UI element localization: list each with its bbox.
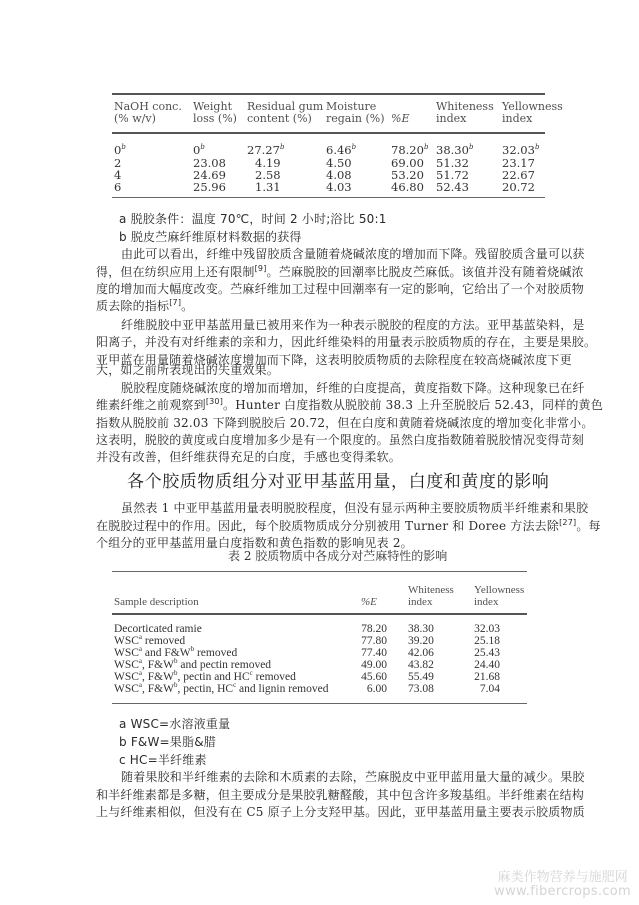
table-cell: 0$^b$	[193, 143, 205, 157]
table-1-note-b: b 脱皮苎麻纤维原材料数据的获得	[119, 230, 302, 244]
table-cell: 2	[114, 156, 122, 170]
yellowness-value: 21.68	[474, 671, 500, 683]
whiteness-value: 38.30	[408, 623, 434, 635]
table-cell: 46.80	[391, 180, 424, 194]
footnote-marker: b	[534, 143, 540, 152]
table-cell: 53.20	[391, 168, 424, 182]
footnote-marker: b	[351, 143, 357, 152]
table-1-header-naoh: NaOH conc. (% w/v)	[114, 100, 182, 125]
table-cell: 4.08	[326, 168, 352, 182]
sample-description: WSC$^a$, $F\&W^b$ and pectin removed	[114, 657, 272, 671]
paragraph-line: 在脱胶过程中的作用。因此，每个胶质物质成分分别被用 Turner 和 Doree 方法去除[27]。每	[96, 518, 601, 533]
sample-description: WSC$^a$, $F\&W^b$, pectin, $HC^c$ and lignin removed	[114, 681, 329, 695]
whiteness-value: 39.20	[408, 635, 434, 647]
sample-description: WSC$^a$ removed	[114, 633, 186, 647]
paragraph-line: 质去除的指标[7]。	[96, 298, 194, 313]
table-2-caption: 表 2 胶质物质中各成分对苎麻特性的影响	[228, 549, 448, 563]
paragraph-line: 虽然表 1 中亚甲基蓝用量表明脱胶程度，但没有显示两种主要胶质物质半纤维素和果胶	[121, 501, 589, 515]
table-1-header-whiteness: Whiteness index	[436, 100, 494, 125]
table-1-header-e: %E	[391, 112, 410, 125]
whiteness-value: 42.06	[408, 647, 434, 659]
table-cell: 0$^b$	[114, 143, 126, 157]
table-cell: 25.96	[193, 180, 226, 194]
section-heading: 各个胶质物质组分对亚甲基蓝用量，白度和黄度的影响	[127, 472, 550, 492]
table-cell: 23.08	[193, 156, 226, 170]
paragraph-line: 得，但在纺织应用上还有限制[9]。苎麻脱胶的回潮率比脱皮苎麻低。该值并没有随着烧碱浓	[96, 264, 584, 279]
table-cell: 4.19	[255, 156, 281, 170]
e-value: 45.60	[361, 671, 387, 683]
table-2-header-rule	[112, 613, 527, 615]
paragraph-line: 亚甲蓝在用量随着烧碱浓度增加而下降，这表明胶质物质的去除程度在较高烧碱浓度下更	[96, 353, 572, 367]
table-1-top-rule	[112, 93, 545, 95]
table-cell: 20.72	[502, 180, 535, 194]
watermark-name: 麻类作物营养与施肥网	[497, 870, 628, 885]
table-cell: 51.32	[436, 156, 469, 170]
paragraph-line: 个组分的亚甲基蓝用量白度指数和黄色指数的影响见表 2。	[96, 536, 413, 550]
citation: [9]	[254, 264, 267, 273]
paragraph-line: 阳离子，并没有对纤维素的亲和力，因此纤维染料的用量表示胶质物质的存在，主要是果胶。	[96, 335, 597, 349]
table-1-bottom-rule	[112, 197, 545, 198]
table-cell: 2.58	[255, 168, 281, 182]
table-1-note-a: a 脱胶条件：温度 70℃，时间 2 小时;浴比 50:1	[119, 212, 387, 226]
paragraph-line: 维素纤维之前观察到[30]。Hunter 白度指数从脱胶前 38.3 上升至脱胶后 52.43，同样的黄色	[96, 397, 603, 412]
table-cell: 4.50	[326, 156, 352, 170]
table-cell: 51.72	[436, 168, 469, 182]
table-cell: 69.00	[391, 156, 424, 170]
table-cell: 4.03	[326, 180, 352, 194]
table-2-note-a: a WSC=水溶液重量	[119, 717, 231, 731]
table-cell: 27.27$^b$	[247, 143, 285, 157]
table-cell: 78.20$^b$	[391, 143, 429, 157]
table-cell: 38.30$^b$	[436, 143, 474, 157]
footnote-marker: b	[200, 143, 205, 152]
paragraph-line: 指数从脱胶前 32.03 下降到脱胶后 20.72，但在白度和黄随着烧碱浓度的增加变化非常小。	[96, 416, 594, 430]
table-cell: 1.31	[255, 180, 281, 194]
table-2-header-whiteness: Whiteness index	[408, 584, 454, 608]
table-1-header-yellowness: Yellowness index	[502, 100, 563, 125]
footnote-marker: b	[279, 143, 285, 152]
citation: [30]	[205, 397, 224, 406]
paragraph-line: 随着果胶和半纤维素的去除和木质素的去除，苎麻脱皮中亚甲蓝用量大量的减少。果胶	[121, 770, 585, 784]
e-value: 49.00	[361, 659, 387, 671]
watermark-url: www.fibercrops.com	[494, 884, 631, 899]
table-cell: 24.69	[193, 168, 226, 182]
footnote-marker: b	[121, 143, 126, 152]
table-2-top-rule	[112, 571, 527, 572]
table-cell: 22.67	[502, 168, 535, 182]
footnote-marker: b	[423, 143, 429, 152]
yellowness-value: 32.03	[474, 623, 500, 635]
table-2-header-yellowness: Yellowness index	[474, 584, 525, 608]
citation: [27]	[559, 518, 577, 527]
footnote-marker: b	[468, 143, 474, 152]
yellowness-value: 25.43	[474, 647, 500, 659]
yellowness-value: 24.40	[474, 659, 500, 671]
paragraph-line: 上与纤维素相似，但没有在 C5 原子上分支羟甲基。因此，亚甲基蓝用量主要表示胶质物质	[96, 805, 585, 819]
table-cell: 6.46$^b$	[326, 143, 357, 157]
whiteness-value: 43.82	[408, 659, 434, 671]
e-value: 77.80	[361, 635, 387, 647]
sample-description: WSC$^a$ and $F\&W^b$ removed	[114, 645, 238, 659]
e-value: 6.00	[366, 683, 387, 695]
table-cell: 52.43	[436, 180, 469, 194]
table-2-header-e: %E	[361, 596, 377, 608]
watermark	[494, 871, 631, 899]
yellowness-value: 7.04	[479, 683, 500, 695]
table-cell: 32.03$^b$	[502, 143, 540, 157]
sample-description: Decorticated ramie	[114, 623, 202, 635]
table-2-note-c: c HC=半纤维素	[119, 753, 207, 767]
paragraph-line: 这表明，脱胶的黄度或白度增加多少是有一个限度的。虽然白度指数随着脱胶情况变得苛刻	[96, 433, 585, 447]
e-value: 77.40	[361, 647, 387, 659]
table-cell: 6	[114, 180, 122, 194]
whiteness-value: 55.49	[408, 671, 434, 683]
table-2-header-sample: Sample description	[114, 596, 199, 608]
table-1-header-rule	[112, 132, 545, 134]
citation: [7]	[169, 298, 182, 307]
whiteness-value: 73.08	[408, 683, 434, 695]
table-1-header-weight-loss: Weight loss (%)	[193, 100, 237, 125]
paragraph-line: 和半纤维素都是多糖，但主要成分是果胶乳糖醛酸，其中包含许多羧基组。半纤维素在结构	[96, 788, 585, 802]
paragraph-line: 由此可以看出，纤维中残留胶质含量随着烧碱浓度的增加而下降。残留胶质含量可以获	[121, 247, 585, 261]
paragraph-line: 大，如之前所表现出的失重效果。	[96, 363, 280, 377]
e-value: 78.20	[361, 623, 387, 635]
paragraph-line: 纤维脱胶中亚甲基蓝用量已被用来作为一种表示脱胶的程度的方法。亚甲基蓝染料，是	[121, 318, 585, 332]
table-2-bottom-rule	[112, 703, 527, 704]
table-1-header-residual-gum: Residual gum content (%)	[247, 100, 324, 125]
paragraph-line: 并没有改善，但纤维获得充足的白度，手感也变得柔软。	[96, 450, 402, 464]
table-2-note-b: b F&W=果脂&腊	[119, 735, 216, 749]
paragraph-line: 度的增加而大幅度改变。苎麻纤维加工过程中回潮率有一定的影响，它给出了一个对胶质物	[96, 282, 585, 296]
table-cell: 4	[114, 168, 122, 182]
table-cell: 23.17	[502, 156, 535, 170]
paragraph-line: 脱胶程度随烧碱浓度的增加而增加，纤维的白度提高，黄度指数下降。这种现象已在纤	[121, 381, 585, 395]
table-1-header-moisture-regain: Moisture regain (%)	[326, 100, 385, 125]
yellowness-value: 25.18	[474, 635, 500, 647]
sample-description: WSC$^a$, $F\&W^b$, pectin and $HC^c$ removed	[114, 669, 296, 683]
